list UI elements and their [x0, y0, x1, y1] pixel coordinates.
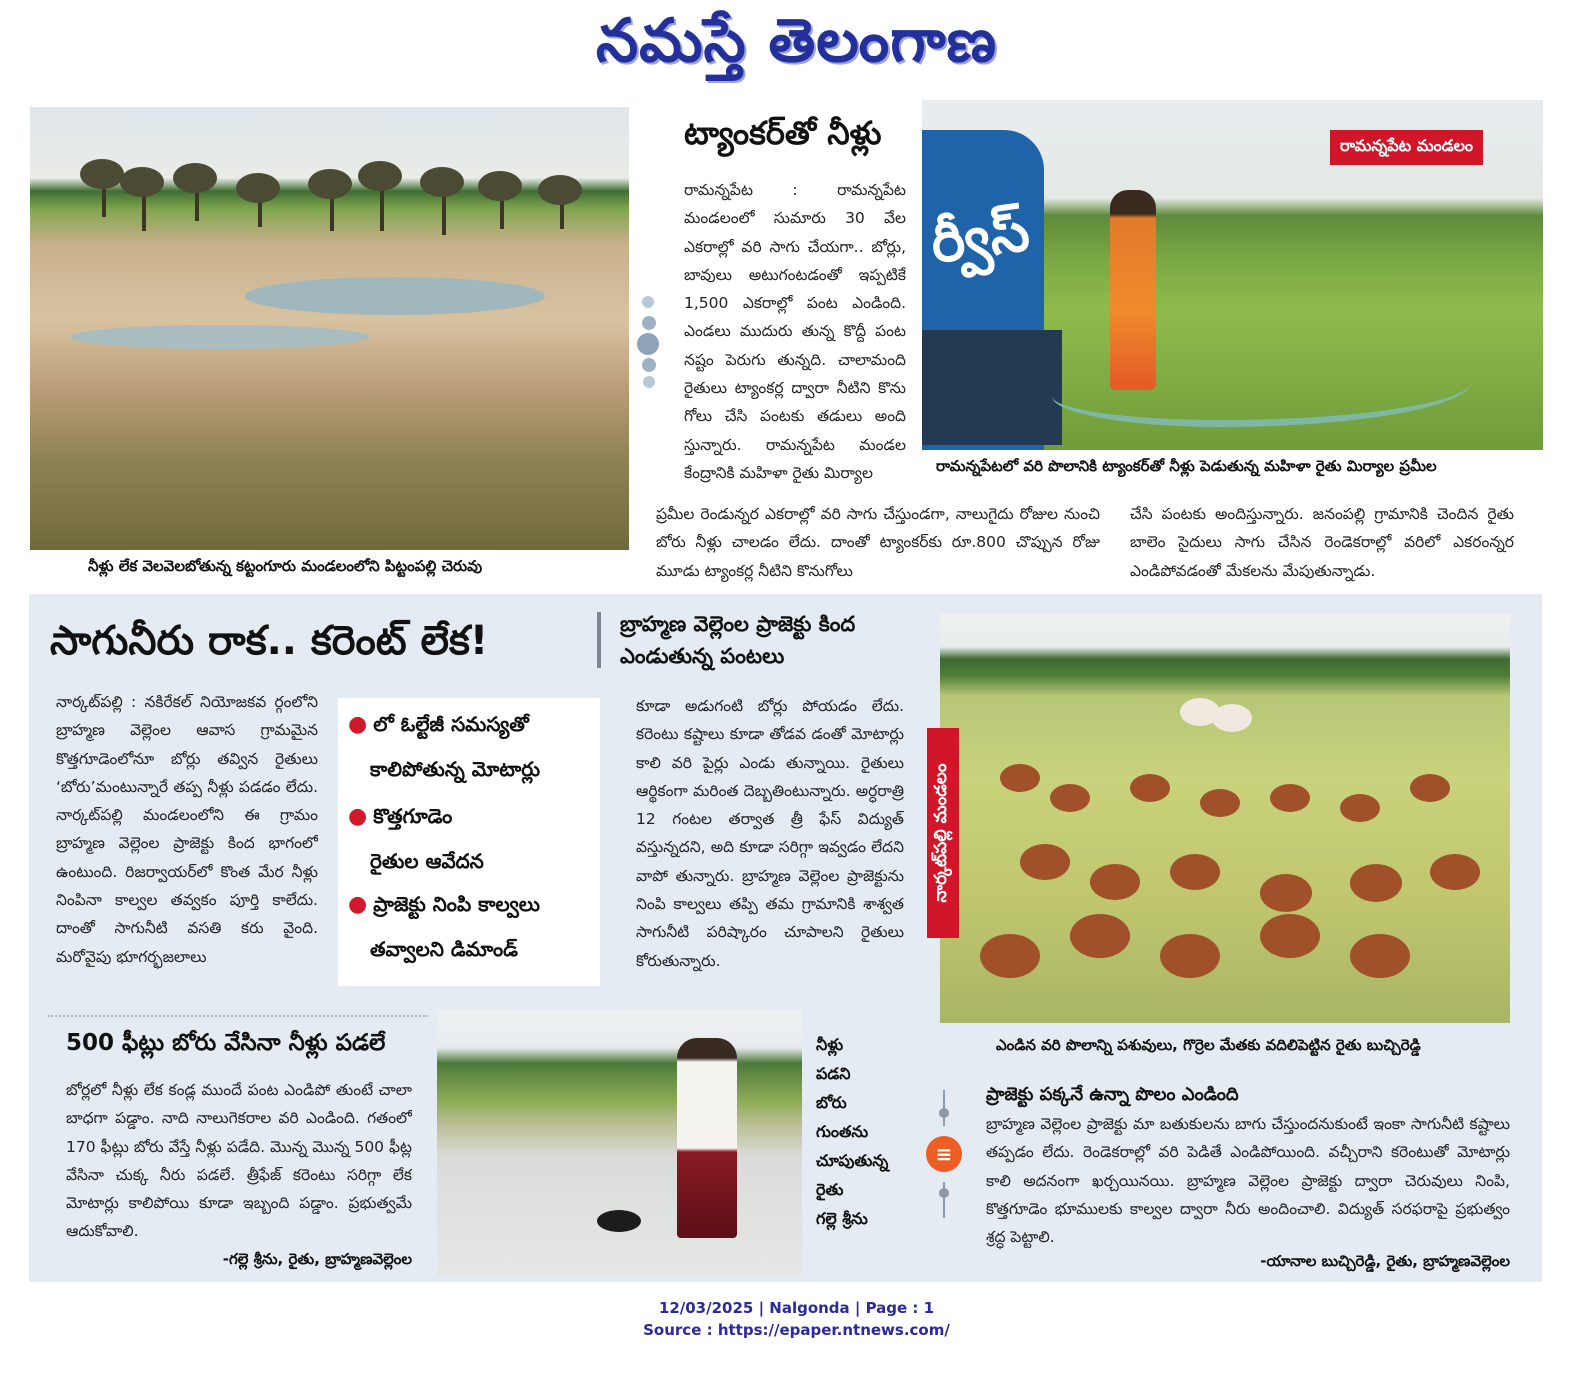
footer-edition: 12/03/2025 | Nalgonda | Page : 1: [658, 1299, 935, 1317]
farmer-photo-caption: నీళ్లు పడని బోరు గుంతను చూపుతున్న రైతు గల్లె శ్రీను: [816, 1035, 889, 1228]
tanker-lettering: ర్వీస్: [926, 198, 1034, 277]
separator-dot: [642, 358, 656, 372]
sheep-field-photo: [940, 614, 1510, 1023]
quote-left-body: బోర్లలో నీళ్లు లేక కండ్ల ముందే పంట ఎండిపో తుంటే చాలా బాధగా పడ్డాం. నాది నాలుగెకరాల వరి ఎండింది. గతంలో 170 ఫీట్లు బోరు వేస్తే నీళ్లు పడేది. మొన్న మొన్న 500 ఫీట్ల వేసినా చుక్క నీరు పడలే. త్రీఫేజ్ కరెంటు సరిగ్గా లేక మోటార్లు కాలిపోయి కూడా ఇబ్బంది పడ్డాం. ప్రభుత్వమే ఆదుకోవాలి.: [66, 1081, 412, 1241]
separator-dot: [637, 333, 659, 355]
separator-dot: [642, 316, 656, 330]
tanker-body-col1: రామన్నపేట : రామన్నపేట మండలంలో సుమారు 30 వేల ఎకరాల్లో వరి సాగు చేయగా.. బోర్లు, బావులు అటుగంటడంతో ఇప్పటికే 1,500 ఎకరాల్లో పంట ఎండింది. ఎండలు ముదురు తున్న కొద్దీ పంట నష్టం పెరుగు తున్నది. చాలామంది రైతులు ట్యాంకర్ల ద్వారా నీటిని కొను గోలు చేసి పంటకు తడులు అంది స్తున్నారు. రామన్నపేట మండల కేంద్రానికి మహిళా రైతు మిర్యాల: [684, 181, 906, 482]
quote-right-headline: ప్రాజెక్టు పక్కనే ఉన్నా పొలం ఎండింది: [986, 1084, 1239, 1105]
tanker-caption: రామన్నపేటలో వరి పొలానికి ట్యాంకర్‌తో నీళ్లు పెడుతున్న మహిళా రైతు మిర్యాల ప్రమీల: [936, 457, 1437, 475]
quote-left-headline: 500 ఫీట్లు బోరు వేసినా నీళ్లు పడలే: [66, 1030, 386, 1056]
narketpally-tag: నార్కట్‌పల్లి మండలం: [927, 728, 959, 938]
quote-connector-dot: [939, 1188, 949, 1198]
quote-right-signature: -యానాల బుచ్చిరెడ్డి, రైతు, బ్రాహ్మణవెల్లెంల: [1260, 1252, 1510, 1270]
quote-icon: ≡: [926, 1136, 962, 1172]
tanker-body-col2: ప్రమీల రెండున్నర ఎకరాల్లో వరి సాగు చేస్తుండగా, నాలుగైదు రోజుల నుంచి బోరు నీళ్లు చాలడం లేదు. దాంతో ట్యాంకర్‌కు రూ.800 చొప్పున రోజు మూడు ట్యాంకర్ల నీటిని కొనుగోలు: [656, 505, 1100, 580]
quote-right-body: బ్రాహ్మణ వెల్లెంల ప్రాజెక్టు మా బతుకులను బాగు చేస్తుందనుకుంటే ఇంకా సాగునీటి కష్టాలు తప్పడం లేదు. రెండెకరాల్లో వరి పెడితే ఎండిపోయింది. వచ్చీరాని కరెంటుతో మోటార్లు కాలి అదనంగా ఖర్చయినయి. బ్రాహ్మణ వెల్లెంల ప్రాజెక్టు ద్వారా చెరువులు నింపి, కొత్తగూడెం భూములకు కాల్వల ద్వారా నీరు అందించాలి. విద్యుత్ సరఫరాపై ప్రభుత్వం శ్రద్ధ పెట్టాలి.: [986, 1115, 1510, 1247]
quote-connector-dot: [939, 1108, 949, 1118]
farmer-borewell-photo: [437, 1010, 802, 1276]
headline-divider: [597, 612, 601, 668]
highlight-3: ● ప్రాజెక్టు నింపి కాల్వలు తవ్వాలని డిమాండ్: [348, 892, 540, 961]
highlights-box: [338, 698, 600, 986]
ramannapet-tag: రామన్నపేట మండలం: [1330, 130, 1483, 165]
quote-left-signature: -గల్లె శ్రీను, రైతు, బ్రాహ్మణవెల్లెంల: [222, 1250, 412, 1268]
separator-dot: [642, 296, 654, 308]
tanker-headline: ట్యాంకర్‌తో నీళ్లు: [684, 114, 882, 152]
separator-dot: [643, 376, 655, 388]
masthead: నమస్తే తెలంగాణ: [595, 6, 998, 76]
highlight-2: ● కొత్తగూడెం రైతుల ఆవేదన: [348, 804, 484, 873]
dry-tank-caption: నీళ్లు లేక వెలవెలబోతున్న కట్టంగూరు మండలంలోని పిట్టంపల్లి చెరువు: [88, 557, 483, 575]
sheep-caption: ఎండిన వరి పొలాన్ని పశువులు, గొర్రెల మేతకు వదిలిపెట్టిన రైతు బుచ్చిరెడ్డి: [996, 1036, 1421, 1054]
main-headline: సాగునీరు రాక.. కరెంట్ లేక!: [50, 618, 489, 664]
tanker-body-col3: చేసి పంటకు అందిస్తున్నారు. జనంపల్లి గ్రామానికి చెందిన రైతు బాలెం సైదులు సాగు చేసిన రెండెకరాల్లో వరిలో ఎకరంన్నర ఎండిపోవడంతో మేకలను మేపుతున్నాడు.: [1130, 505, 1514, 580]
quote-left-rule: [48, 1015, 428, 1017]
highlight-1: ● లో ఓల్టేజీ సమస్యతో కాలిపోతున్న మోటార్లు: [348, 712, 541, 781]
main-subhead: బ్రాహ్మణ వెల్లెంల ప్రాజెక్టు కింద ఎండుతున్న పంటలు: [620, 612, 856, 668]
footer-source: Source : https://epaper.ntnews.com/: [643, 1321, 950, 1339]
main-body-col2: కూడా అడుగంటి బోర్లు పోయడం లేదు. కరెంటు కష్టాలు కూడా తోడవ డంతో మోటార్లు కాలి వరి పైర్లు ఎండు తున్నాయి. రైతులు ఆర్థికంగా మరింత దెబ్బతింటున్నారు. అర్ధరాత్రి 12 గంటల తర్వాత త్రీ ఫేస్ విద్యుత్ వస్తున్నదని, అది కూడా సరిగ్గా ఇవ్వడం లేదని వాపో తున్నారు. బ్రాహ్మణ వెల్లెంల ప్రాజెక్టును నింపి కాల్వలు తప్పి తమ గ్రామానికి శాశ్వత సాగునీటి పరిష్కారం చూపాలని రైతులు కోరుతున్నారు.: [636, 697, 904, 970]
main-body-col1: నార్కట్‌పల్లి : నకిరేకల్ నియోజకవ ర్గంలోని బ్రాహ్మణ వెల్లెంల ఆవాస గ్రామమైన కొత్తగూడెంలోనూ బోర్లు తవ్విన రైతులు ‘బోరు’మంటున్నారే తప్ప నీళ్లు పడడం లేదు. నార్కట్‌పల్లి మండలంలోని ఈ గ్రామం బ్రాహ్మణ వెల్లెంల ప్రాజెక్టు కింద భాగంలో ఉంటుంది. రిజర్వాయర్‌లో కొంత మేర నీళ్లు నింపినా కాల్వల తవ్వకం పూర్తి కాలేదు. దాంతో సాగునీటి వసతి కరు వైంది. మరోవైపు భూగర్భజలాలు: [56, 693, 318, 966]
dry-tank-photo: [30, 107, 629, 550]
